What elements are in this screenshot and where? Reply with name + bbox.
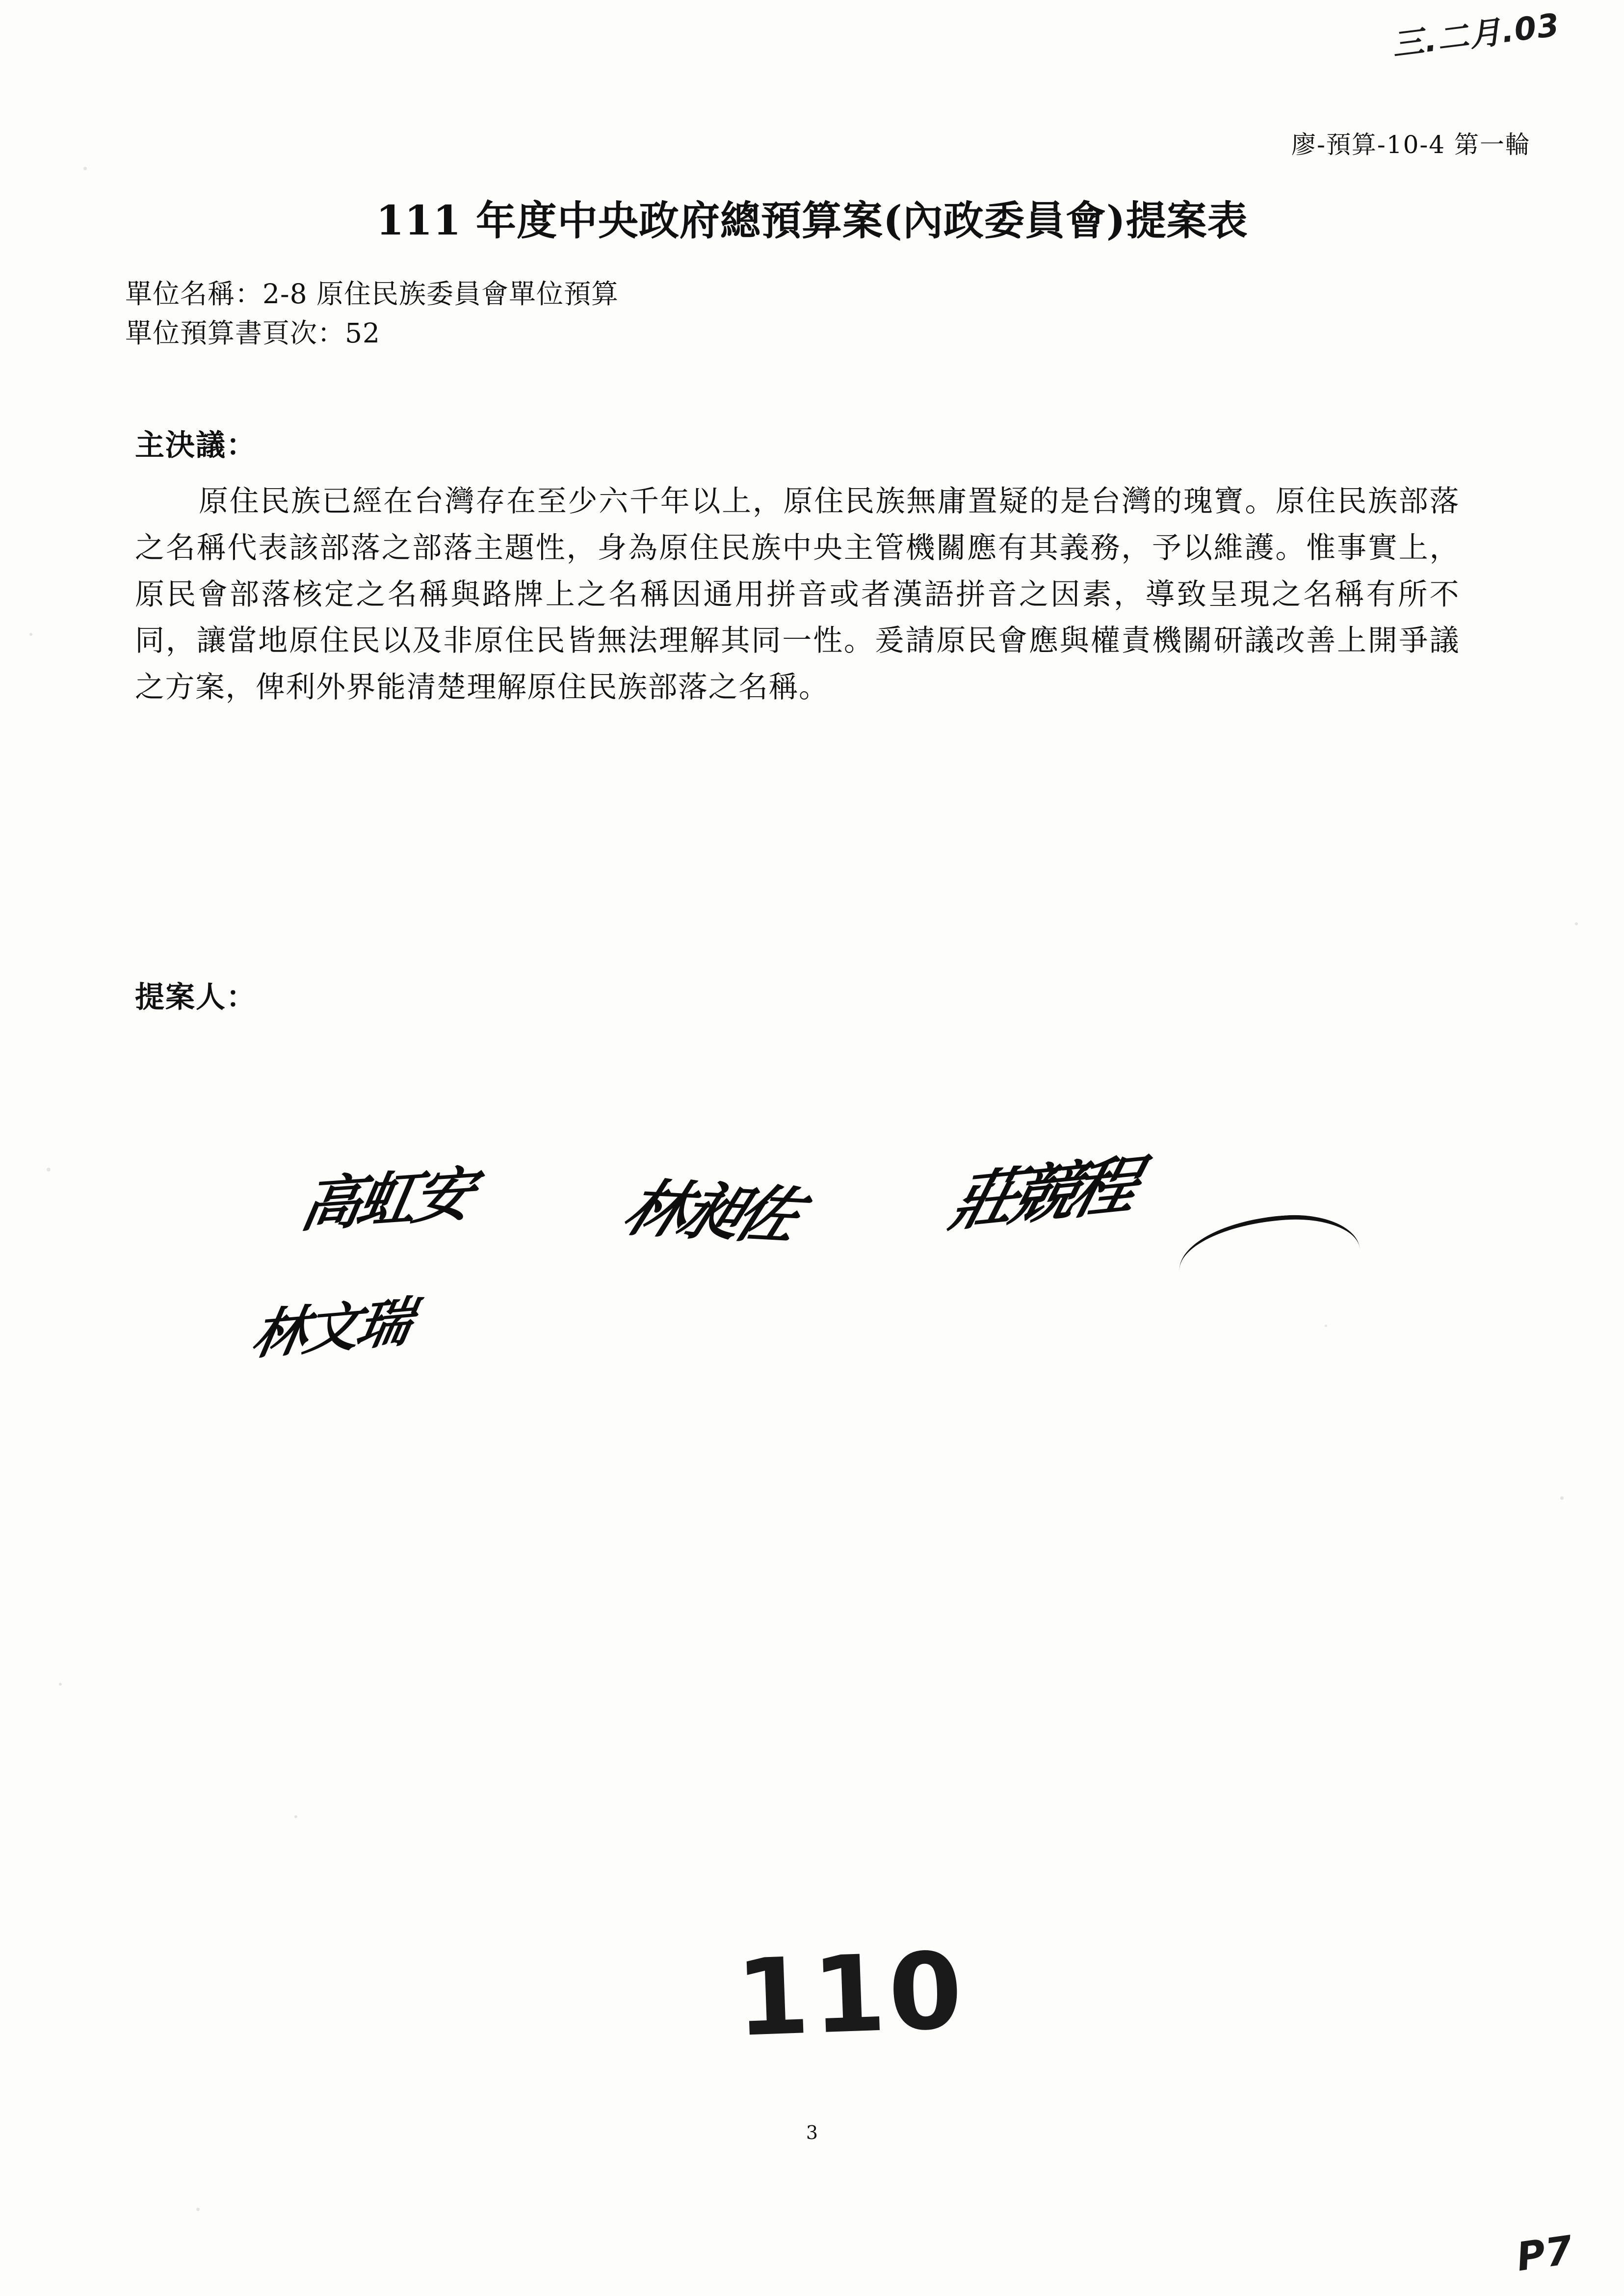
signature-2: 林昶佐 [614, 1173, 807, 1252]
page-title: 111 年度中央政府總預算案(內政委員會)提案表 [376, 197, 1248, 244]
handwritten-date-annotation: 三.二月.03 [1390, 7, 1562, 64]
meta-budget-page: 單位預算書頁次：52 [125, 317, 380, 349]
handwritten-stamp-number: 110 [733, 1929, 968, 2061]
signature-flourish-stroke [1176, 1210, 1361, 1272]
resolution-body-text: 原住民族已經在台灣存在至少六千年以上，原住民族無庸置疑的是台灣的瑰寶。原住民族部落之名稱代表該部落之部落主題性，身為原住民族中央主管機關應有其義務，予以維護。惟事實上，原民會部落核定之名稱與路牌上之名稱因通用拼音或者漢語拼音之因素，導致呈現之名稱有所不同，讓當地原住民以及非原住民皆無法理解其同一性。爰請原民會應與權責機關研議改善上開爭議之方案，俾利外界能清楚理解原住民族部落之名稱。 [135, 484, 1460, 705]
meta-unit-name: 單位名稱：2-8 原住民族委員會單位預算 [125, 278, 619, 310]
signature-4: 林文瑞 [247, 1290, 415, 1367]
page-number: 3 [806, 2122, 818, 2143]
signature-3: 莊競程 [943, 1148, 1142, 1241]
proposer-label: 提案人： [135, 980, 257, 1015]
resolution-label: 主決議： [135, 428, 257, 463]
handwritten-corner-mark: P7 [1513, 2227, 1575, 2280]
document-meta [125, 275, 619, 353]
document-code: 廖-預算-10-4 第一輪 [1291, 130, 1531, 159]
signature-1: 高虹安 [296, 1160, 476, 1240]
signature-area [247, 1089, 1433, 1531]
